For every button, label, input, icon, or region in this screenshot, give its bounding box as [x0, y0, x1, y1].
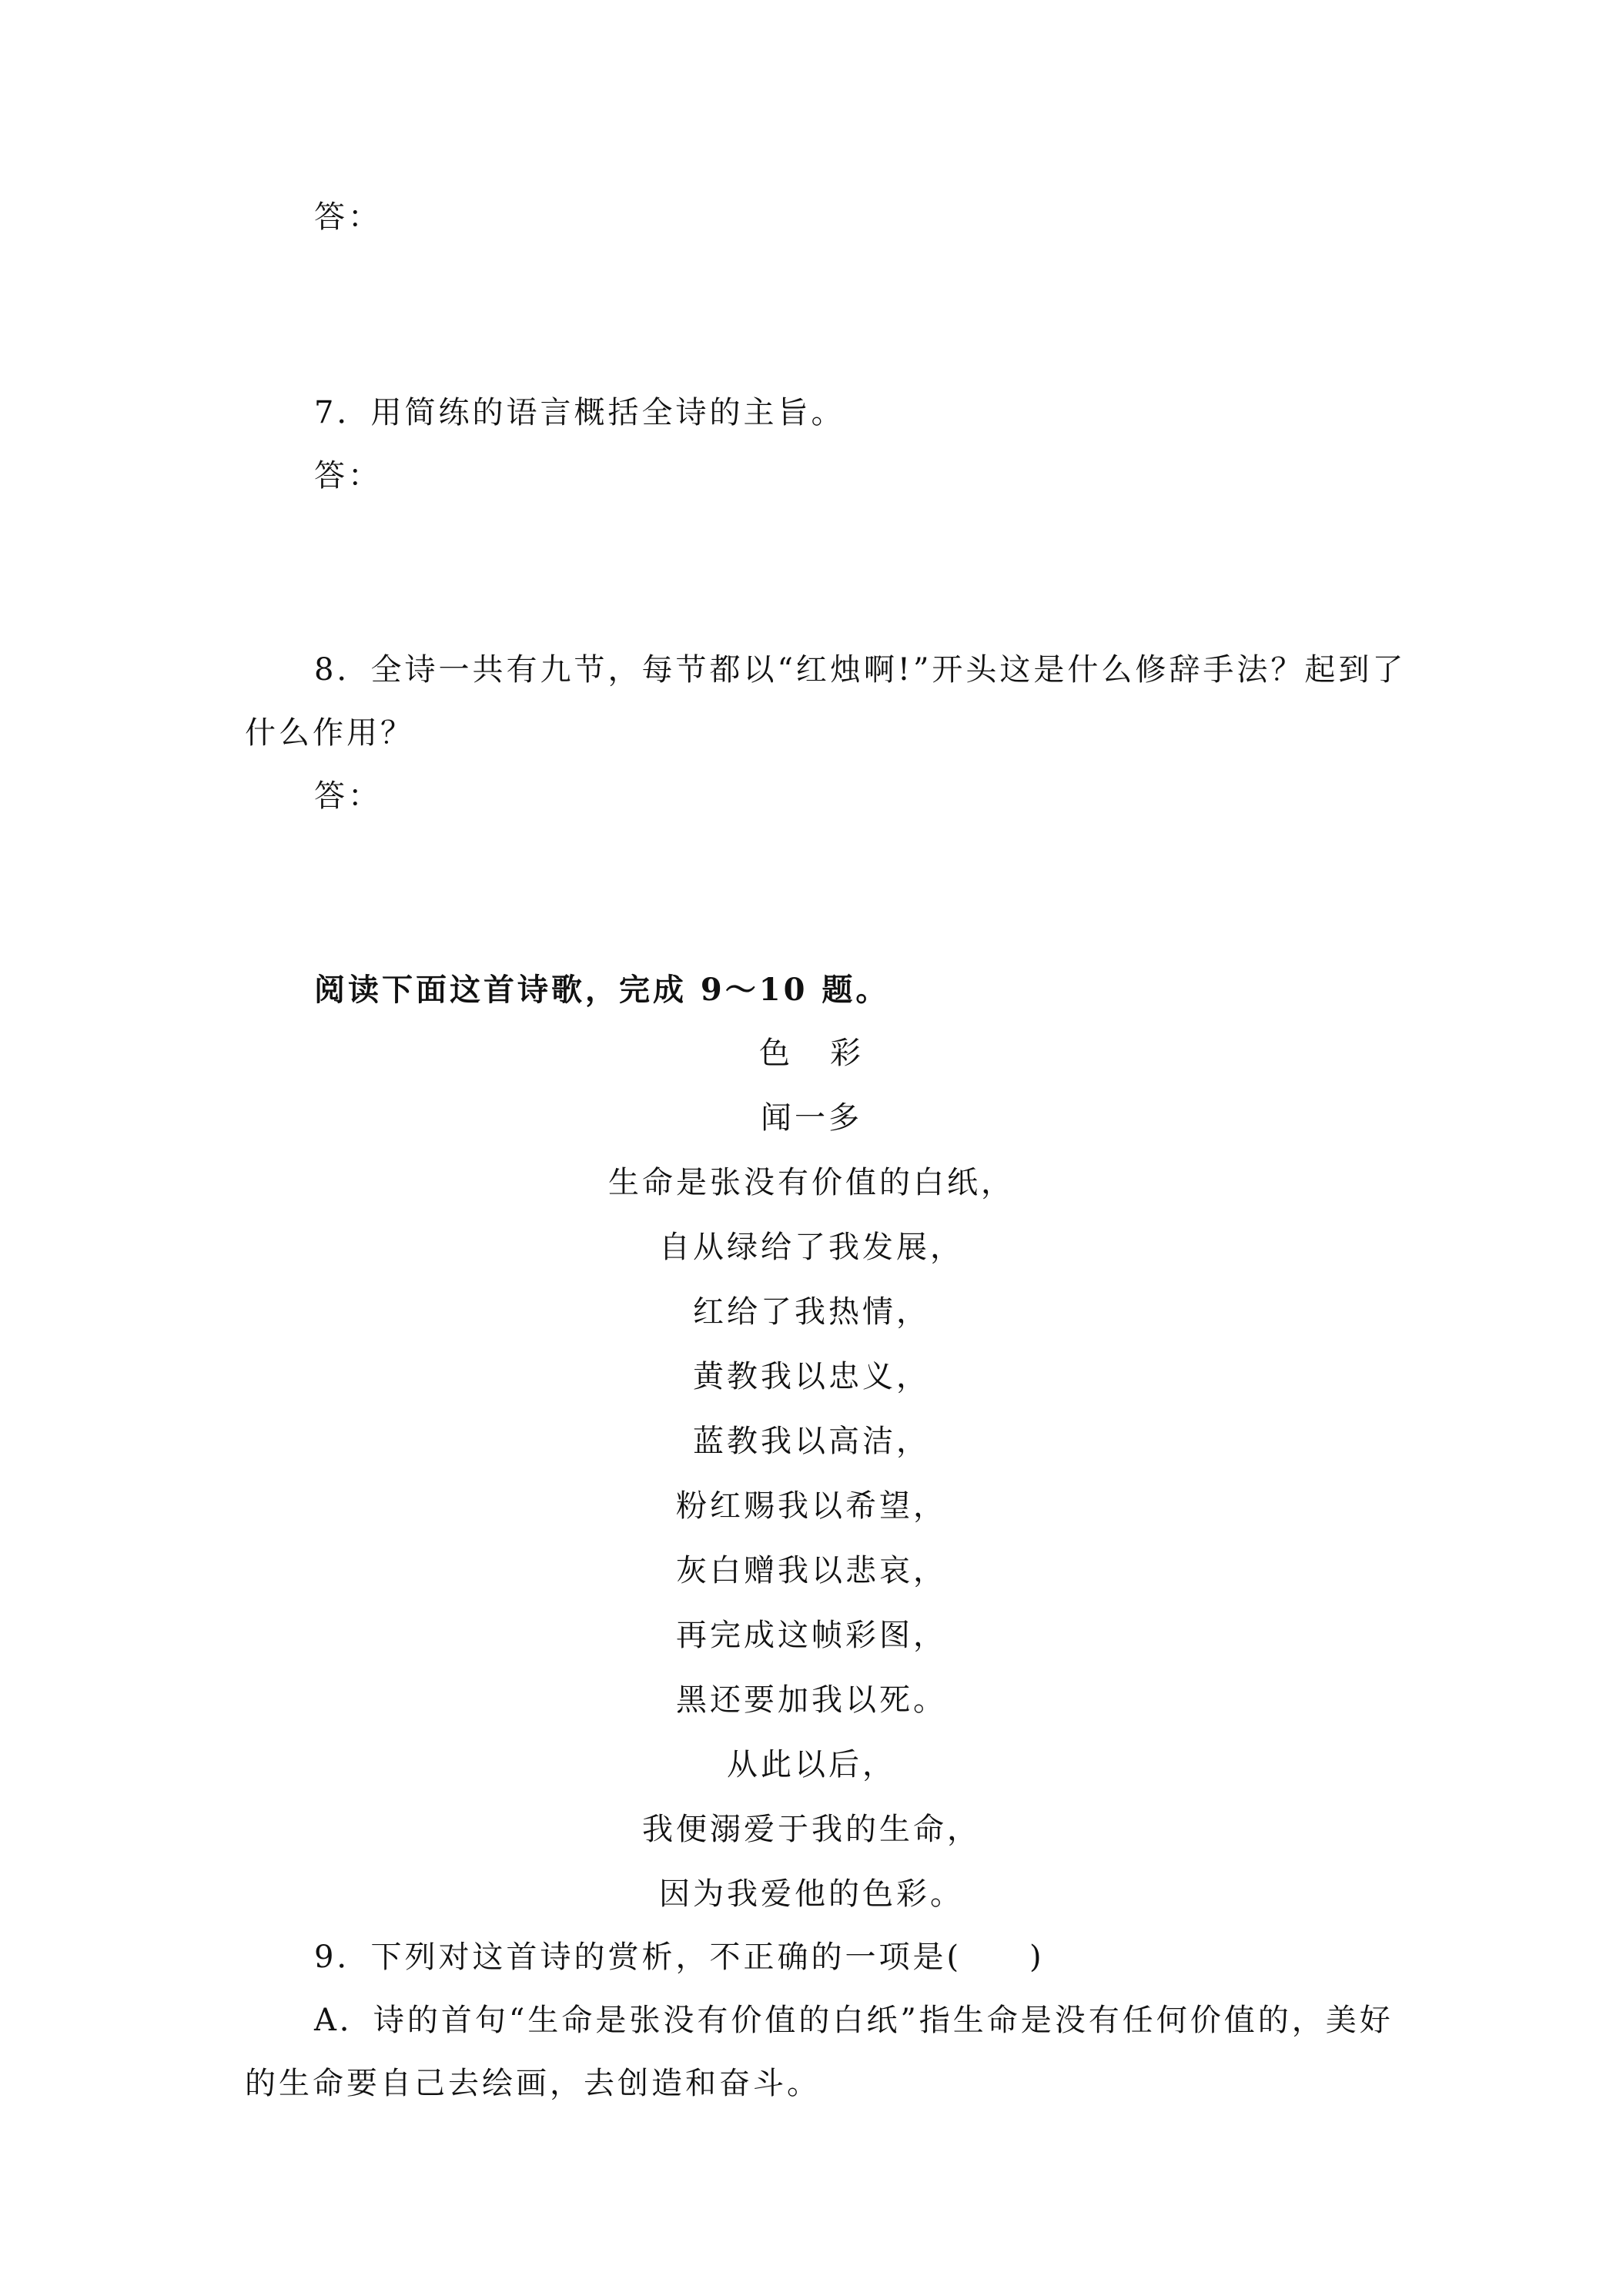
poem-title-part-1: 色 — [759, 1036, 793, 1071]
answer-label-q7: 答： — [314, 458, 382, 494]
poem-title — [0, 1035, 1623, 1072]
poem-line: 从此以后， — [727, 1747, 896, 1782]
question-9: 9．下列对这首诗的赏析，不正确的一项是( ) — [314, 1940, 1045, 1975]
poem-line: 生命是张没有价值的白纸， — [608, 1165, 1015, 1200]
reading-instruction: 阅读下面这首诗歌，完成 9～10 题。 — [314, 972, 890, 1008]
poem-line: 黑还要加我以死。 — [676, 1682, 947, 1718]
poem-line: 粉红赐我以希望， — [676, 1488, 947, 1524]
option-a-line-2: 的生命要自己去绘画，去创造和奋斗。 — [245, 2066, 821, 2101]
poem-line: 我便溺爱于我的生命， — [642, 1812, 981, 1847]
poem-line: 灰白赠我以悲哀， — [676, 1553, 947, 1588]
poem-author: 闻一多 — [761, 1100, 862, 1136]
poem-line: 再完成这帧彩图， — [676, 1618, 947, 1653]
poem-line: 红给了我热情， — [693, 1294, 930, 1330]
answer-label-q8: 答： — [314, 778, 382, 814]
poem-line: 黄教我以忠义， — [693, 1359, 930, 1394]
poem-line: 自从绿给了我发展， — [659, 1230, 964, 1265]
poem-line: 因为我爱他的色彩。 — [659, 1876, 964, 1912]
question-7: 7．用简练的语言概括全诗的主旨。 — [314, 395, 845, 430]
question-8-line-2: 什么作用？ — [245, 715, 414, 751]
poem-line: 蓝教我以高洁， — [693, 1424, 930, 1459]
question-8-line-1: 8．全诗一共有九节，每节都以“红烛啊!”开头这是什么修辞手法？起到了 — [314, 652, 1407, 688]
answer-label-q6: 答： — [314, 199, 382, 235]
option-a-line-1: A．诗的首句“生命是张没有价值的白纸”指生命是没有任何价值的，美好 — [314, 2003, 1394, 2038]
poem-title-part-2: 彩 — [830, 1036, 864, 1071]
